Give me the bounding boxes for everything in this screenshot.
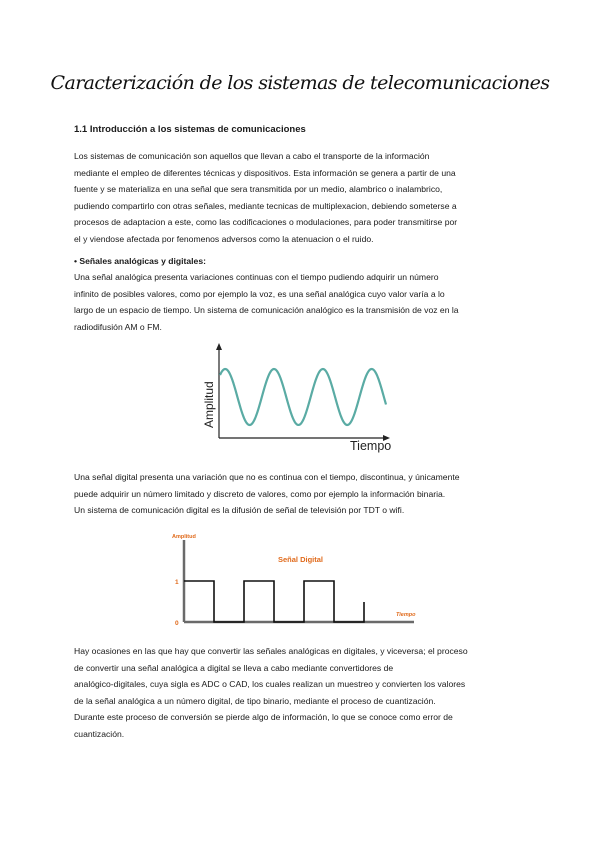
- tick-label-high: 1: [175, 579, 179, 586]
- text-line: mediante el empleo de diferentes técnicas y dispositivos. Esta información se genera a partir de una: [74, 167, 456, 178]
- analog-ylabel: Amplitud: [202, 381, 216, 428]
- text-line: Los sistemas de comunicación son aquellos que llevan a cabo el transporte de la información: [74, 151, 430, 161]
- section-heading: 1.1 Introducción a los sistemas de comunicaciones: [74, 124, 306, 135]
- text-line: cuantización.: [74, 728, 125, 739]
- text-line: Una señal analógica presenta variaciones continuas con el tiempo pudiendo adquirir un número: [74, 272, 439, 282]
- analog-signal-figure: [200, 342, 396, 454]
- text-line: infinito de posibles valores, como por ejemplo la voz, es una señal analógica cuyo valor varía a lo: [74, 288, 445, 299]
- text-line: analógico-digitales, cuya sigla es ADC o CAD, los cuales realizan un muestreo y convierten los valores: [74, 679, 466, 690]
- paragraph-conversion: [74, 643, 526, 743]
- text-line: de la señal analógica a un número digital, de tipo binario, mediante el proceso de cuantización.: [74, 695, 436, 706]
- analog-wave: [220, 369, 386, 425]
- digital-title: Señal Digital: [278, 555, 324, 564]
- text-line: puede adquirir un número limitado y discreto de valores, como por ejemplo la información binaria.: [74, 488, 446, 499]
- text-line: radiodifusión AM o FM.: [74, 321, 162, 332]
- text-line: Un sistema de comunicación digital es la difusión de señal de televisión por TDT o wifi.: [74, 505, 405, 516]
- text-line: de convertir una señal analógica a digital se lleva a cabo mediante convertidores de: [74, 662, 394, 673]
- digital-xlabel: Tiempo: [396, 612, 416, 618]
- digital-signal-figure: [170, 530, 422, 630]
- text-line: fuente y se materializa en una señal que sera transmitida por un medio, alambrico o inalambrico,: [74, 184, 443, 195]
- paragraph-analog: [74, 269, 526, 335]
- text-line: pudiendo compartirlo con otras señales, mediante tecnicas de multiplexacion, debiendo someterse a: [74, 200, 457, 211]
- paragraph-intro: [74, 148, 526, 248]
- text-line: largo de un espacio de tiempo. Un sistema de comunicación analógico es la transmisión de voz en la: [74, 305, 459, 316]
- digital-ylabel: Amplitud: [172, 534, 196, 540]
- text-line: el y viendose afectada por fenomenos adversos como la atenuacion o el ruido.: [74, 233, 374, 244]
- text-line: Hay ocasiones en las que hay que convertir las señales analógicas en digitales, y viceversa; el proceso: [74, 646, 468, 656]
- tick-label-low: 0: [175, 620, 179, 627]
- paragraph-digital: [74, 469, 526, 519]
- text-line: procesos de adaptacion a este, como las codificaciones o modulaciones, para poder transmitirse por: [74, 217, 458, 228]
- text-line: Una señal digital presenta una variación que no es continua con el tiempo, discontinua, y únicamente: [74, 472, 460, 482]
- text-line: Durante este proceso de conversión se pierde algo de información, lo que se conoce como error de: [74, 712, 453, 723]
- analog-xlabel: Tiempo: [350, 439, 392, 453]
- y-axis-arrow: [216, 343, 222, 350]
- bullet-heading: • Señales analógicas y digitales:: [74, 256, 206, 266]
- digital-wave: [184, 581, 364, 622]
- page-title: Caracterización de los sistemas de telecomunicaciones: [50, 72, 550, 94]
